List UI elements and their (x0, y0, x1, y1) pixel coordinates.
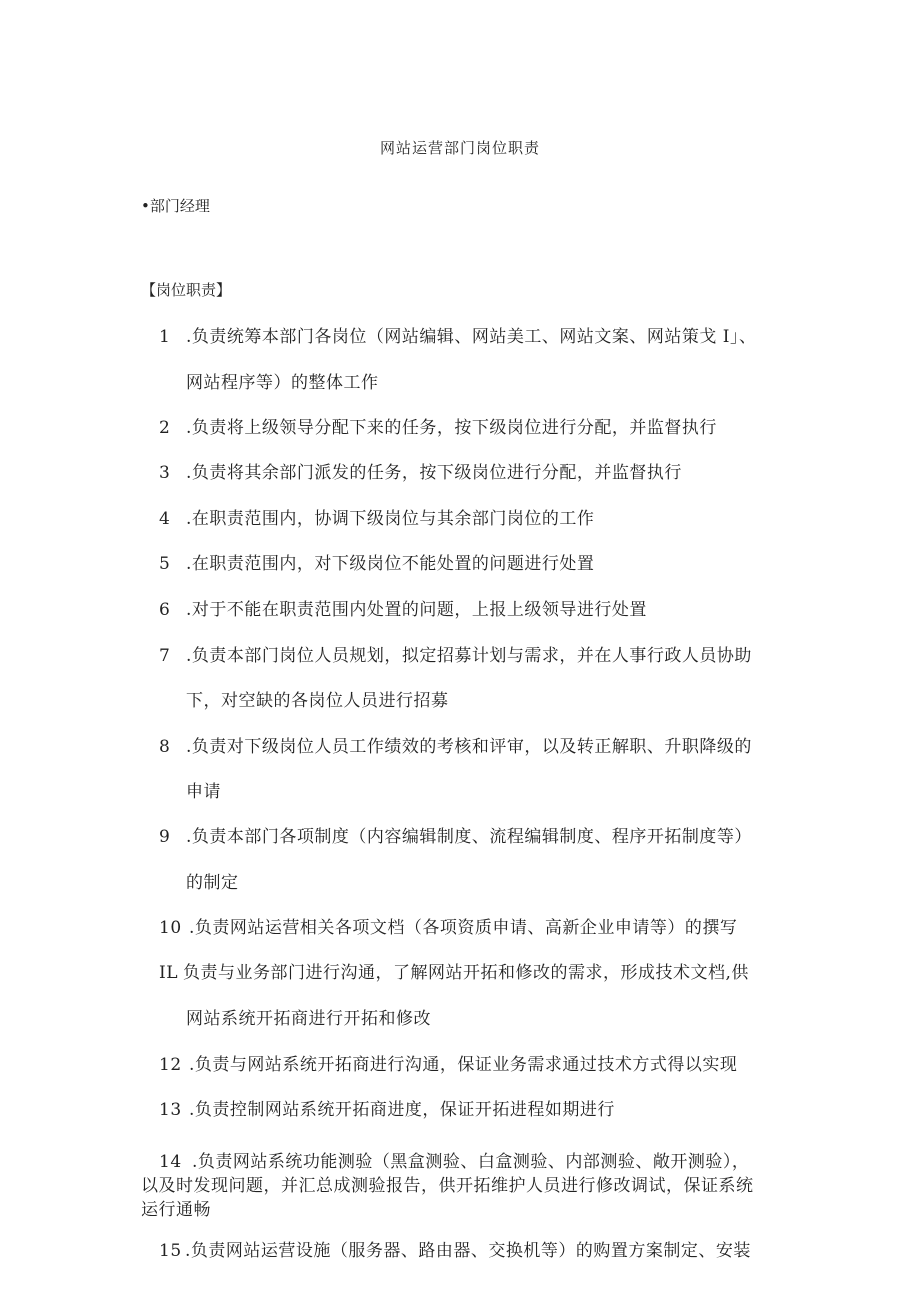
list-item-8-continuation: 申请 (186, 782, 221, 802)
item-text: .负责将上级领导分配下来的任务，按下级岗位进行分配，并监督执行 (186, 418, 717, 438)
item-text: .负责与网站系统开拓商进行沟通，保证业务需求通过技术方式得以实现 (189, 1055, 738, 1075)
list-item-12 (159, 1050, 737, 1075)
list-item-13 (159, 1095, 615, 1120)
list-item-6 (159, 595, 647, 620)
duties-subheading: 【岗位职责】 (141, 281, 232, 299)
item-text: .负责网站运营设施（服务器、路由器、交换机等）的购置方案制定、安装 (185, 1241, 751, 1261)
list-item-9-continuation: 的制定 (186, 873, 239, 893)
list-item-2 (159, 413, 717, 438)
list-item-15 (159, 1236, 751, 1261)
list-item-7 (159, 641, 752, 666)
item-text: .对于不能在职责范围内处置的问题，上报上级领导进行处置 (186, 600, 647, 620)
item-number: 10 (159, 918, 182, 938)
document-title: 网站运营部门岗位职责 (379, 139, 540, 157)
item-text: .负责网站系统功能测验（黑盒测验、白盒测验、内部测验、敞开测验）， (192, 1152, 750, 1172)
item-number: 14 (159, 1152, 182, 1172)
item-number: 13 (159, 1100, 182, 1120)
list-item-1-continuation: 网站程序等）的整体工作 (186, 373, 379, 393)
item-number: 2 (159, 418, 171, 438)
list-item-9 (159, 822, 752, 847)
list-item-14 (159, 1147, 749, 1172)
item-text: 负责与业务部门进行沟通，了解网站开拓和修改的需求，形成技术文档,供 (183, 963, 749, 983)
item-text: .负责本部门岗位人员规划，拟定招募计划与需求，并在人事行政人员协助 (186, 646, 752, 666)
item-text: .负责将其余部门派发的任务，按下级岗位进行分配，并监督执行 (186, 463, 682, 483)
list-item-3 (159, 458, 682, 483)
list-item-14-continuation: 运行通畅 (141, 1200, 211, 1220)
list-item-8 (159, 732, 752, 757)
item-text: .负责网站运营相关各项文档（各项资质申请、高新企业申请等）的撰写 (189, 918, 738, 938)
item-number: 8 (159, 737, 171, 757)
item-number: 1 (159, 327, 171, 347)
list-item-11-continuation: 网站系统开拓商进行开拓和修改 (186, 1009, 431, 1029)
item-text: .负责统筹本部门各岗位（网站编辑、网站美工、网站文案、网站策戈 I」、 (186, 327, 757, 347)
item-text: .在职责范围内，对下级岗位不能处置的问题进行处置 (186, 554, 595, 574)
item-text: .负责控制网站系统开拓商进度，保证开拓进程如期进行 (189, 1100, 615, 1120)
item-number: 15 (159, 1241, 182, 1261)
item-text: .负责本部门各项制度（内容编辑制度、流程编辑制度、程序开拓制度等） (186, 827, 752, 847)
item-text: .在职责范围内，协调下级岗位与其余部门岗位的工作 (186, 509, 595, 529)
list-item-10 (159, 913, 737, 938)
section-heading: •部门经理 (141, 197, 210, 215)
item-number: 9 (159, 827, 171, 847)
list-item-1 (159, 322, 757, 347)
list-item-5 (159, 549, 594, 574)
list-item-7-continuation: 下，对空缺的各岗位人员进行招募 (186, 691, 449, 711)
item-number: 7 (159, 646, 171, 666)
item-number: IL (159, 963, 179, 983)
item-text: .负责对下级岗位人员工作绩效的考核和评审，以及转正解职、升职降级的 (186, 737, 752, 757)
item-number: 4 (159, 509, 171, 529)
list-item-4 (159, 504, 594, 529)
item-number: 3 (159, 463, 171, 483)
list-item-11 (159, 958, 749, 983)
item-number: 6 (159, 600, 171, 620)
item-number: 12 (159, 1055, 182, 1075)
item-number: 5 (159, 554, 171, 574)
list-item-14-continuation: 以及时发现问题，并汇总成测验报告，供开拓维护人员进行修改调试，保证系统 (141, 1176, 754, 1196)
